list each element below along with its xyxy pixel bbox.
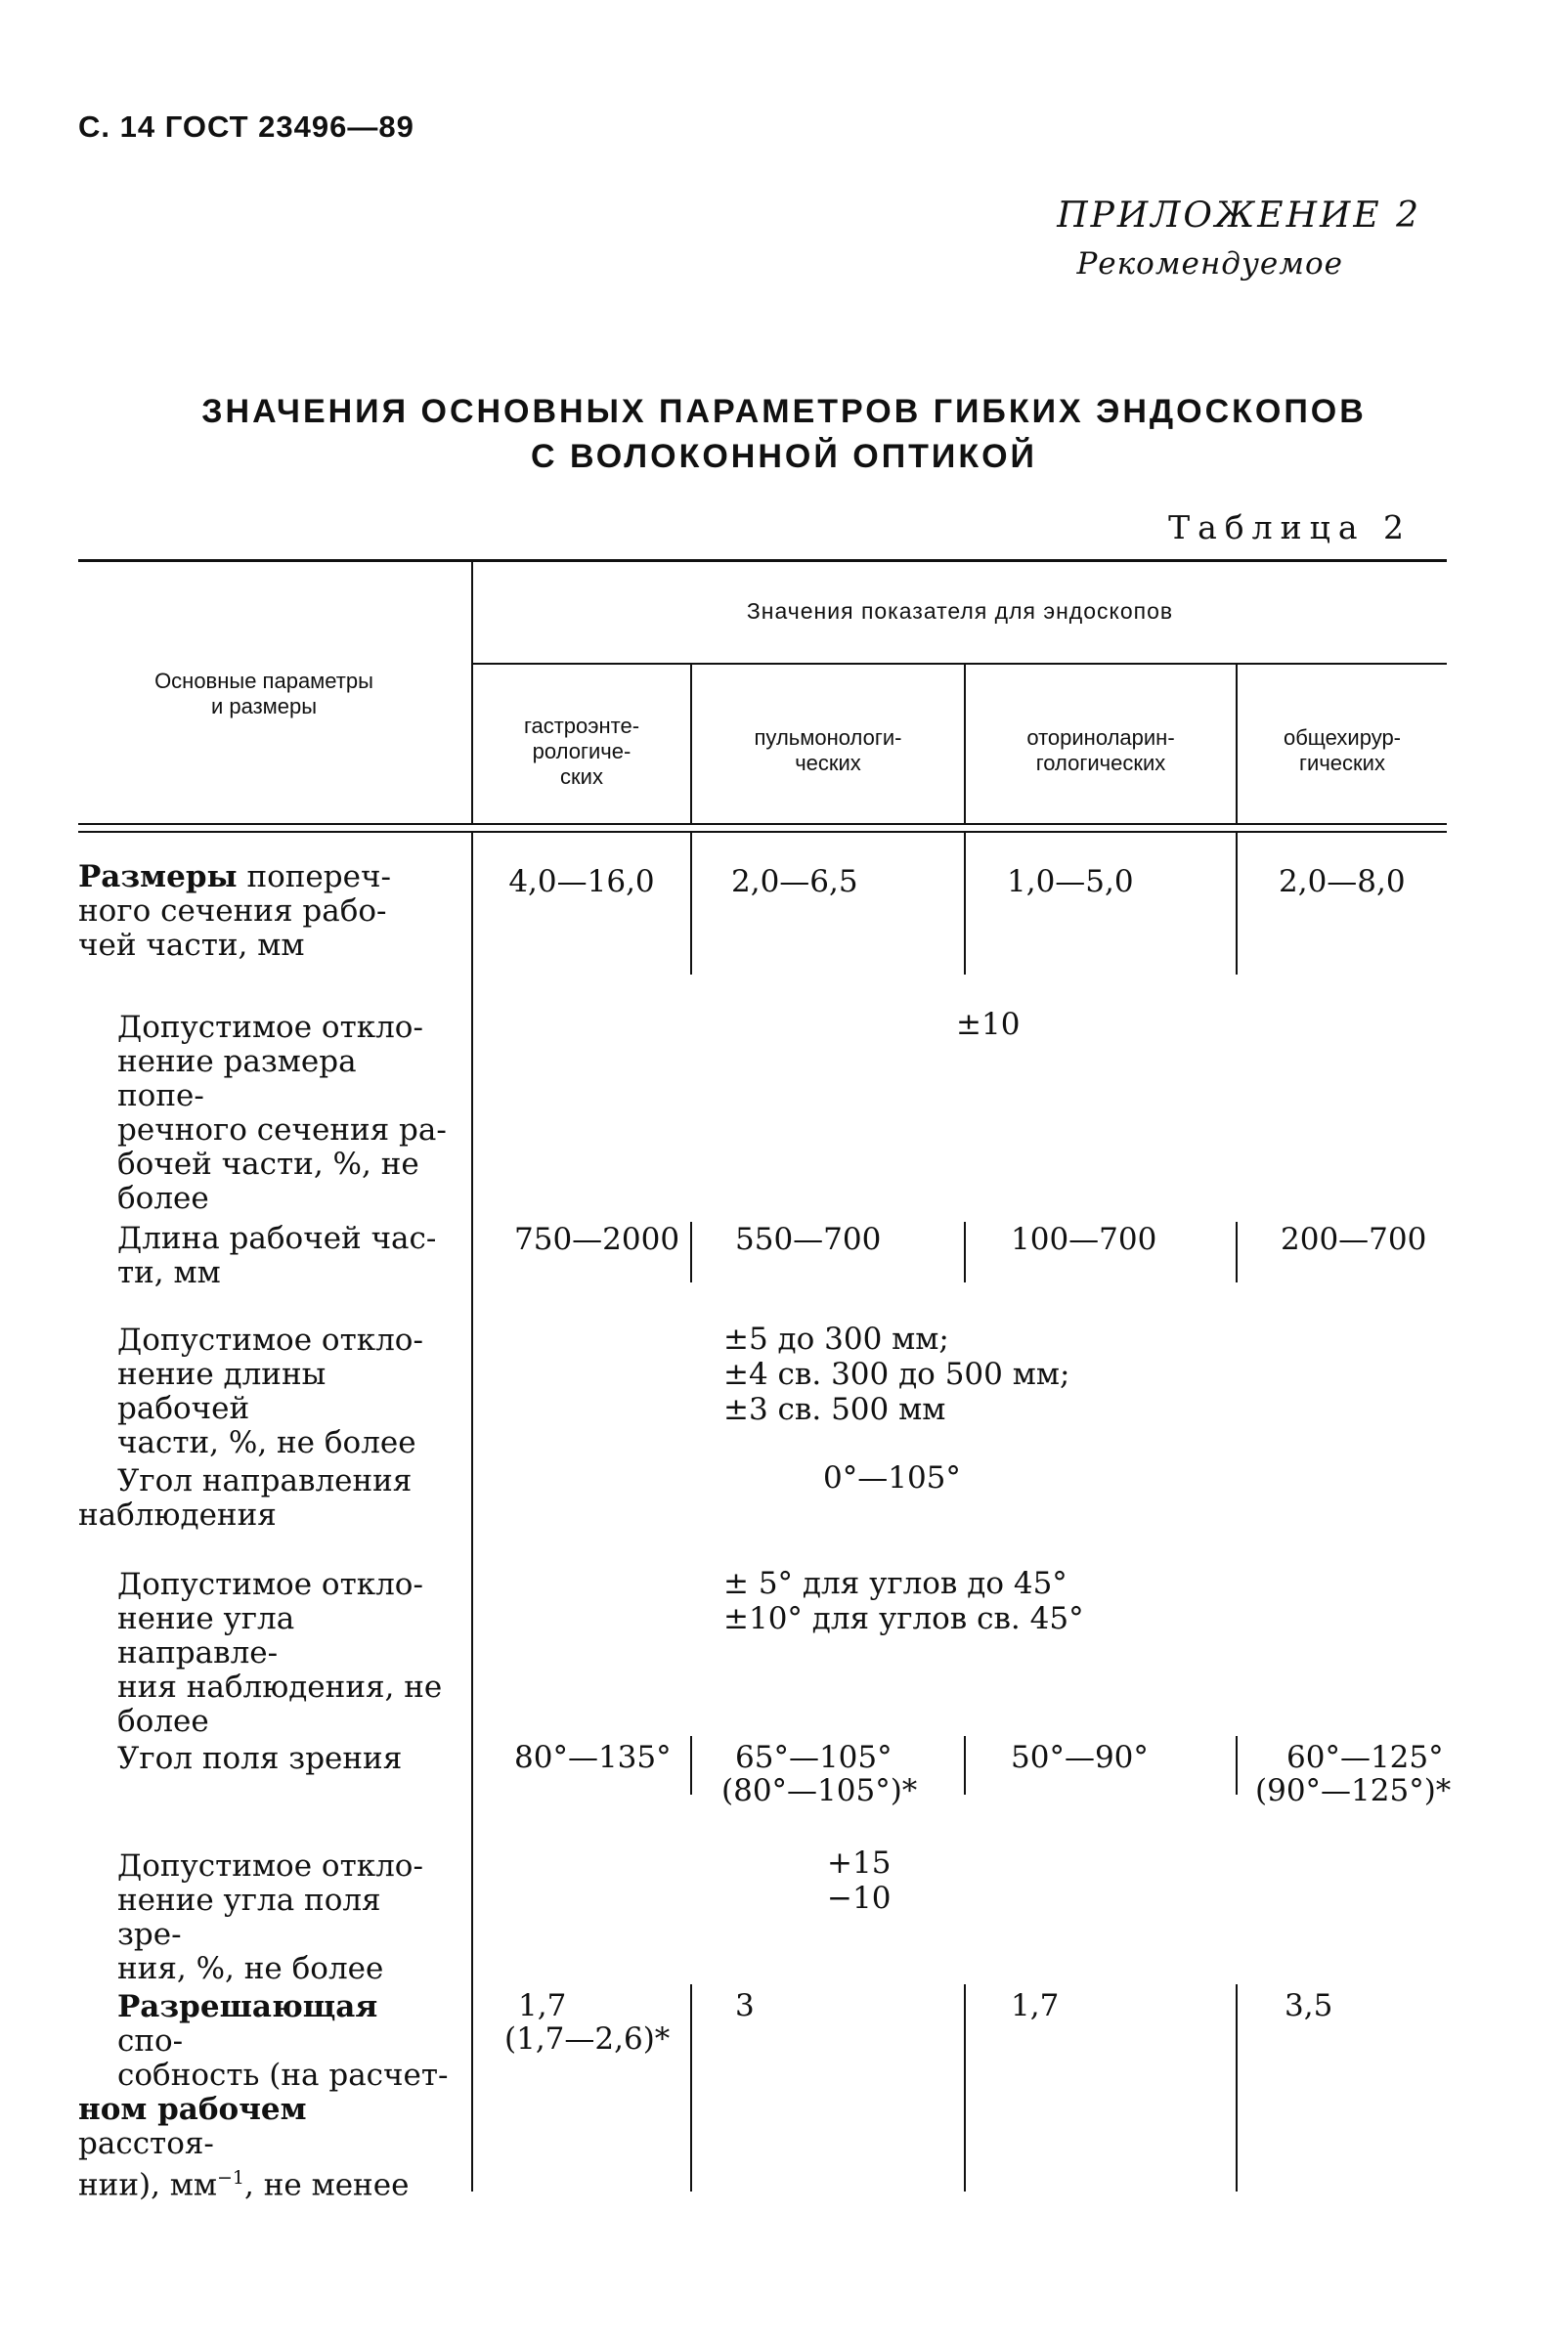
cell-value: 2,0—6,5 (731, 864, 858, 899)
body-vline-r9-2 (964, 1984, 966, 2192)
cell-value: 750—2000 (514, 1222, 680, 1257)
param-view-direction-tolerance (78, 1568, 450, 1739)
column-header-line: ских (560, 764, 603, 789)
param-text: наблюдения (78, 1498, 277, 1533)
param-resolution (78, 1990, 450, 2202)
cell-value: ±10° для углов св. 45° (723, 1601, 1084, 1636)
group-header: Значения показателя для эндоскопов (746, 598, 1174, 624)
param-text: нение размера попе- (117, 1044, 357, 1113)
param-header-line1: Основные параметры (154, 669, 373, 693)
cell-value: (80°—105°)* (721, 1773, 918, 1808)
column-header-line: гастроэнте- (523, 714, 640, 738)
param-field-of-view-tolerance (78, 1849, 450, 1986)
cell-value: (1,7—2,6)* (504, 2021, 671, 2057)
param-text: нение длины рабочей (117, 1357, 327, 1426)
cell-value: 3 (735, 1988, 755, 2023)
param-working-length (78, 1222, 450, 1290)
body-vline-r1-2 (964, 833, 966, 975)
param-text: бочей части, %, не (117, 1147, 419, 1182)
param-text: , не менее (244, 2167, 410, 2203)
param-text: ния, %, не более (117, 1951, 384, 1986)
param-text: речного сечения ра- (117, 1112, 447, 1148)
param-text: нение угла поля зре- (117, 1883, 381, 1952)
cell-value: 1,0—5,0 (1007, 864, 1134, 899)
param-field-of-view (78, 1742, 450, 1776)
param-text: Длина рабочей час- (117, 1221, 437, 1256)
body-vline-r7-1 (690, 1736, 692, 1795)
param-text: нение угла направле- (117, 1601, 295, 1671)
cell-value: 550—700 (735, 1222, 882, 1257)
cell-value: 4,0—16,0 (508, 864, 655, 899)
appendix-status: Рекомендуемое (1076, 246, 1343, 282)
param-text: нии), мм (78, 2167, 218, 2203)
param-text: более (117, 1704, 209, 1739)
param-text: Допустимое откло- (117, 1848, 423, 1884)
body-vline-r1-3 (1236, 833, 1238, 975)
column-header-line: ческих (795, 751, 861, 775)
cell-value: (90°—125°)* (1255, 1773, 1452, 1808)
body-vline-r3-3 (1236, 1222, 1238, 1282)
page-reference: С. 14 ГОСТ 23496—89 (78, 109, 414, 144)
cell-value: 100—700 (1011, 1222, 1157, 1257)
column-header-line: пульмонологи- (754, 725, 902, 750)
cell-value: 2,0—8,0 (1279, 864, 1406, 899)
table-number: Таблица 2 (1168, 508, 1412, 546)
cell-value: 1,7 (518, 1988, 567, 2023)
param-superscript: −1 (217, 2167, 245, 2189)
param-text: части, %, не более (117, 1425, 416, 1460)
param-text: чей части, мм (78, 928, 305, 963)
param-working-length-tolerance (78, 1324, 450, 1460)
param-text: Допустимое откло- (117, 1010, 423, 1045)
cell-value: ±5 до 300 мм; (723, 1322, 949, 1357)
param-text: Угол поля зрения (117, 1741, 403, 1776)
param-text: Допустимое откло- (117, 1323, 423, 1358)
document-title-line1: ЗНАЧЕНИЯ ОСНОВНЫХ ПАРАМЕТРОВ ГИБКИХ ЭНДОСКОПОВ (201, 393, 1367, 430)
column-header-oto (966, 725, 1236, 776)
param-header (78, 669, 450, 719)
cell-value: 200—700 (1281, 1222, 1427, 1257)
group-header-rule (473, 663, 1447, 665)
param-bold-word: Размеры (78, 859, 238, 894)
cell-value: −10 (827, 1881, 892, 1916)
cell-value: ± 5° для углов до 45° (723, 1566, 1067, 1601)
param-text: попереч- (237, 859, 391, 894)
param-text: ти, мм (117, 1255, 221, 1290)
param-header-line2: и размеры (210, 694, 318, 718)
cell-value: 80°—135° (514, 1740, 672, 1775)
document-title-line2: С ВОЛОКОННОЙ ОПТИКОЙ (531, 438, 1037, 475)
cell-value: ±4 св. 300 до 500 мм; (723, 1357, 1070, 1392)
param-text: Допустимое откло- (117, 1567, 423, 1602)
body-vline-r3-2 (964, 1222, 966, 1282)
cell-value: 65°—105° (735, 1740, 893, 1775)
body-vline-r9-3 (1236, 1984, 1238, 2192)
column-header-gastro (473, 714, 690, 790)
param-text: спо- (117, 2023, 184, 2059)
column-header-line: общехирур- (1283, 725, 1402, 750)
appendix-label: ПРИЛОЖЕНИЕ 2 (1057, 195, 1421, 236)
param-text: более (117, 1181, 209, 1216)
param-text: собность (на расчет- (117, 2058, 449, 2093)
cell-value: 0°—105° (823, 1460, 961, 1496)
param-text: Угол направления (117, 1463, 413, 1498)
cell-value: 60°—125° (1286, 1740, 1444, 1775)
body-vline-r7-2 (964, 1736, 966, 1795)
column-header-surgery (1238, 725, 1447, 776)
cell-value: ±10 (956, 1007, 1021, 1042)
column-header-line: оториноларин- (1026, 725, 1175, 750)
param-bold-word: ном рабочем (78, 2092, 307, 2127)
cell-value: 50°—90° (1011, 1740, 1149, 1775)
header-bottom-rule-1 (78, 823, 1447, 825)
body-vline-r7-3 (1236, 1736, 1238, 1795)
cell-value: 1,7 (1011, 1988, 1060, 2023)
param-text: расстоя- (78, 2126, 214, 2161)
column-header-line: рологиче- (532, 739, 632, 763)
param-bold-word: Разрешающая (117, 1989, 378, 2024)
cell-value: +15 (827, 1845, 892, 1881)
param-text: ния наблюдения, не (117, 1670, 443, 1705)
body-vline-r9-1 (690, 1984, 692, 2192)
cell-value: ±3 св. 500 мм (723, 1392, 946, 1427)
param-text: ного сечения рабо- (78, 893, 387, 929)
header-bottom-rule-2 (78, 831, 1447, 833)
column-header-line: гологических (1035, 751, 1166, 775)
table-top-rule (78, 559, 1447, 562)
column-header-pulmo (692, 725, 964, 776)
body-vline-0 (471, 833, 473, 2192)
param-cross-section-tolerance (78, 1011, 450, 1216)
body-vline-r3-1 (690, 1222, 692, 1282)
param-cross-section-size (78, 860, 450, 963)
cell-value: 3,5 (1285, 1988, 1333, 2023)
param-view-direction-angle (78, 1464, 450, 1533)
column-header-line: гических (1299, 751, 1385, 775)
body-vline-r1-1 (690, 833, 692, 975)
